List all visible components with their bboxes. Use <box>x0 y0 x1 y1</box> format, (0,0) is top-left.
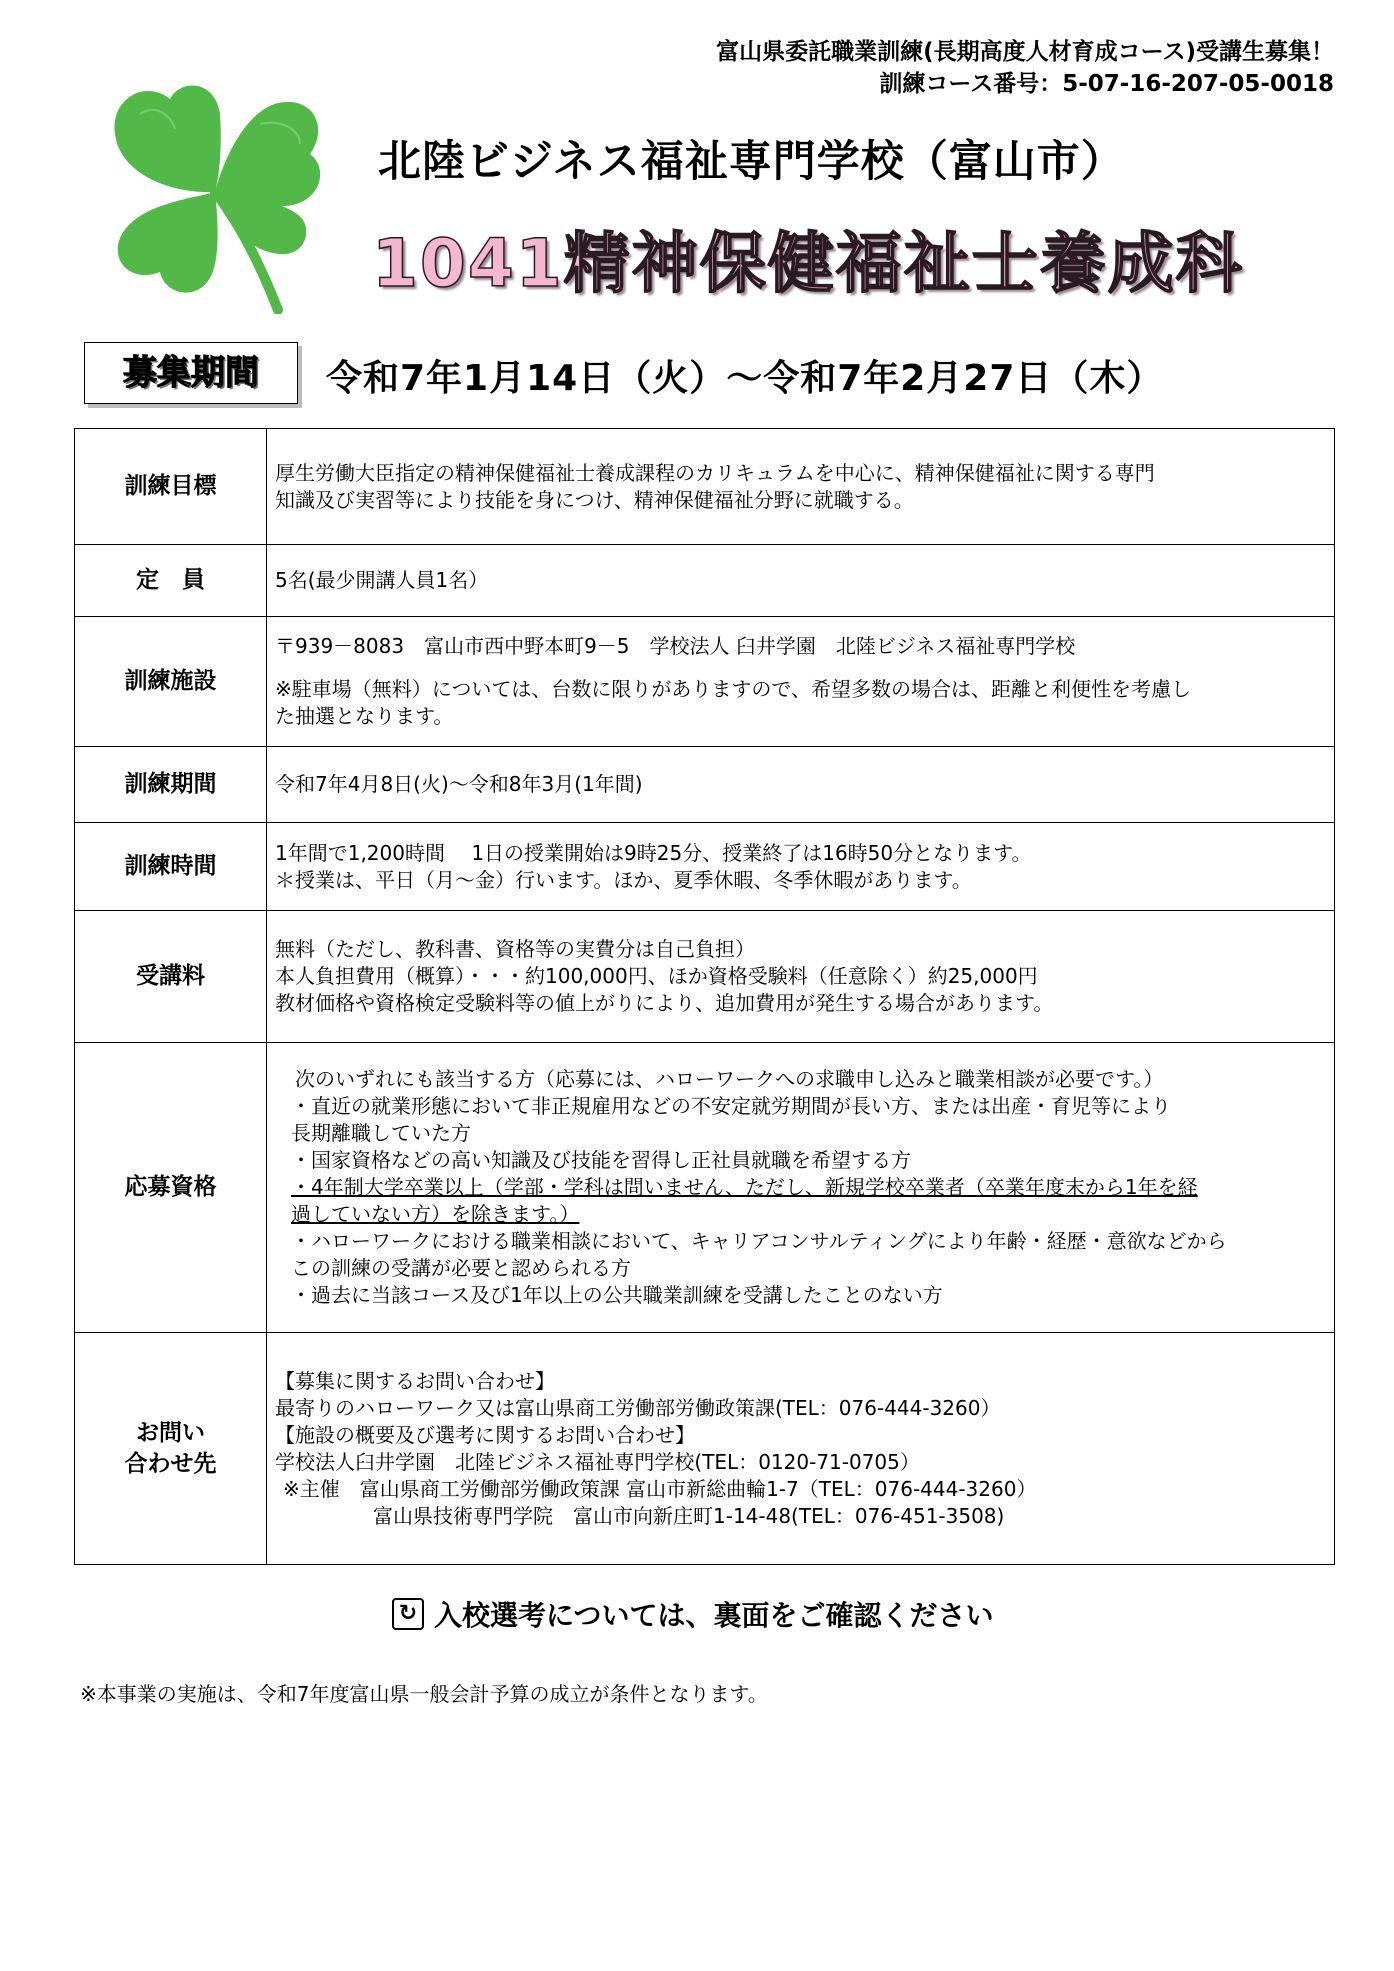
label-contact-line: お問い <box>136 1419 205 1446</box>
contact-line: 最寄りのハローワーク又は富山県商工労働部労働政策課(TEL：076-444-3260） <box>275 1395 1001 1420</box>
row-capacity <box>75 545 1335 617</box>
clover-logo <box>100 74 330 314</box>
content-capacity: 5名(最少開講人員1名） <box>267 545 1335 617</box>
label-hours: 訓練時間 <box>75 823 267 911</box>
course-header <box>716 36 1334 100</box>
label-eligibility: 応募資格 <box>75 1043 267 1333</box>
eligibility-item: ・過去に当該コース及び1年以上の公共職業訓練を受講したことのない方 <box>291 1283 943 1307</box>
facility-address: 〒939－8083 富山市西中野本町9－5 学校法人 臼井学園 北陸ビジネス福祉専門学校 <box>275 634 1076 658</box>
label-contact-line: 合わせ先 <box>124 1450 217 1477</box>
content-period: 令和7年4月8日(火)～令和8年3月(1年間) <box>267 747 1335 823</box>
contact-sponsor: ※主催 富山県商工労働部労働政策課 富山市新総曲輪1-7（TEL：076-444-3260） <box>283 1476 1037 1501</box>
goal-line: 厚生労働大臣指定の精神保健福祉士養成課程のカリキュラムを中心に、精神保健福祉に関する専門 <box>275 460 1155 485</box>
course-number: 訓練コース番号：5-07-16-207-05-0018 <box>879 71 1334 97</box>
label-goal: 訓練目標 <box>75 429 267 545</box>
course-info-table <box>74 428 1335 1565</box>
eligibility-item: ・直近の就業形態において非正規雇用などの不安定就労期間が長い方、または出産・育児等により <box>291 1094 1171 1118</box>
eligibility-intro: 次のいずれにも該当する方（応募には、ハローワークへの求職申し込みと職業相談が必要です。） <box>295 1067 1164 1091</box>
page-turn-icon: ↻ <box>392 1598 424 1630</box>
row-fee <box>75 911 1335 1043</box>
fee-line: 教材価格や資格検定受験料等の値上がりにより、追加費用が発生する場合があります。 <box>275 991 1054 1015</box>
contact-line: 【施設の概要及び選考に関するお問い合わせ】 <box>275 1422 695 1447</box>
label-facility: 訓練施設 <box>75 617 267 747</box>
eligibility-item: ・国家資格などの高い知識及び技能を習得し正社員就職を希望する方 <box>291 1148 911 1172</box>
contact-line: 学校法人臼井学園 北陸ビジネス福祉専門学校(TEL：0120-71-0705） <box>275 1449 920 1474</box>
contact-line: 【募集に関するお問い合わせ】 <box>275 1368 555 1393</box>
fee-line: 無料（ただし、教科書、資格等の実費分は自己負担） <box>275 937 755 961</box>
row-goal <box>75 429 1335 545</box>
content-contact <box>267 1333 1335 1565</box>
recruitment-period-label: 募集期間 <box>84 342 298 404</box>
row-period <box>75 747 1335 823</box>
row-eligibility <box>75 1043 1335 1333</box>
content-fee <box>267 911 1335 1043</box>
facility-parking-note: た抽選となります。 <box>275 704 454 728</box>
facility-parking-note: ※駐車場（無料）については、台数に限りがありますので、希望多数の場合は、距離と利便性を考慮し <box>275 677 1191 701</box>
goal-line: 知識及び実習等により技能を身につけ、精神保健福祉分野に就職する。 <box>275 487 914 512</box>
contact-sponsor: 富山県技術専門学院 富山市向新庄町1-14-48(TEL：076-451-3508) <box>373 1503 1005 1528</box>
row-contact <box>75 1333 1335 1565</box>
label-period: 訓練期間 <box>75 747 267 823</box>
content-facility <box>267 617 1335 747</box>
notice-text: 入校選考については、裏面をご確認ください <box>434 1599 994 1632</box>
hours-line: ＊授業は、平日（月～金）行います。ほか、夏季休暇、冬季休暇があります。 <box>275 867 972 892</box>
label-capacity: 定 員 <box>75 545 267 617</box>
course-title: 1041精神保健福祉士養成科 <box>372 225 1244 302</box>
content-goal <box>267 429 1335 545</box>
hours-line: 1年間で1,200時間 1日の授業開始は9時25分、授業終了は16時50分となります。 <box>275 840 1032 865</box>
row-hours <box>75 823 1335 911</box>
recruitment-period-dates: 令和7年1月14日（火）～令和7年2月27日（木） <box>326 358 1164 399</box>
eligibility-item: ・4年制大学卒業以上（学部・学科は問いません、ただし、新規学校卒業者（卒業年度末から1年を経 <box>291 1175 1198 1199</box>
budget-footnote: ※本事業の実施は、令和7年度富山県一般会計予算の成立が条件となります。 <box>80 1682 768 1706</box>
school-name: 北陸ビジネス福祉専門学校（富山市） <box>378 137 1125 187</box>
label-fee: 受講料 <box>75 911 267 1043</box>
row-facility <box>75 617 1335 747</box>
content-hours <box>267 823 1335 911</box>
content-eligibility <box>267 1043 1335 1333</box>
reverse-side-notice <box>392 1594 993 1634</box>
eligibility-item: 長期離職していた方 <box>291 1121 471 1145</box>
label-contact <box>75 1333 267 1565</box>
eligibility-item: この訓練の受講が必要と認められる方 <box>291 1256 631 1280</box>
fee-line: 本人負担費用（概算）・・・約100,000円、ほか資格受験料（任意除く）約25,000円 <box>275 964 1038 988</box>
eligibility-item: 過していない方）を除きます。） <box>291 1202 580 1226</box>
eligibility-item: ・ハローワークにおける職業相談において、キャリアコンサルティングにより年齢・経歴・意欲などから <box>291 1229 1227 1253</box>
header-title: 富山県委託職業訓練(長期高度人材育成コース)受講生募集！ <box>716 39 1334 65</box>
